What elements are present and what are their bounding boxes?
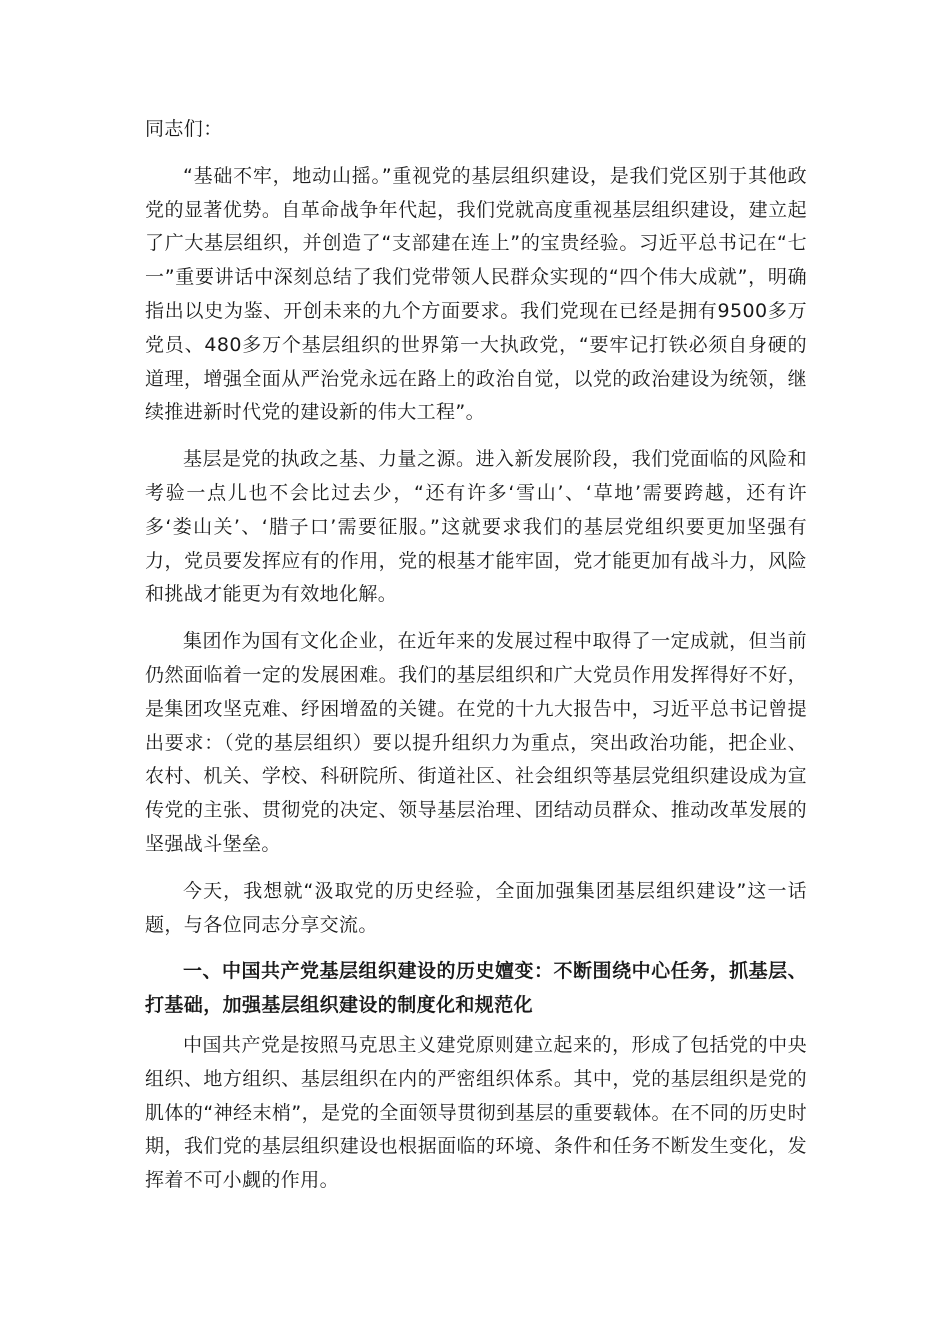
paragraph-foundation: “基础不牢，地动山摇。”重视党的基层组织建设，是我们党区别于其他政党的显著优势。自革命战争年代起，我们党就高度重视基层组织建设，建立起了广大基层组织，并创造了“支部建在连上”的宝贵经验。习近平总书记在“七一”重要讲话中深刻总结了我们党带领人民群众实现的“四个伟大成就”，明确指出以史为鉴、开创未来的九个方面要求。我们党现在已经是拥有9500多万党员、480多万个基层组织的世界第一大执政党，“要牢记打铁必须自身硬的道理，增强全面从严治党永远在路上的政治自觉，以党的政治建设为统领，继续推进新时代党的建设新的伟大工程”。 <box>145 164 807 424</box>
salutation: 同志们： <box>145 118 223 140</box>
document-body <box>145 113 807 1211</box>
paragraph-grassroots: 基层是党的执政之基、力量之源。进入新发展阶段，我们党面临的风险和考验一点儿也不会比过去少，“还有许多‘雪山’、‘草地’需要跨越，还有许多‘娄山关’、‘腊子口’需要征服。”这就要求我们的基层党组织要更加坚强有力，党员要发挥应有的作用，党的根基才能牢固，党才能更加有战斗力，风险和挑战才能更为有效地化解。 <box>145 448 807 606</box>
section-heading: 一、中国共产党基层组织建设的历史嬗变：不断围绕中心任务，抓基层、打基础，加强基层组织建设的制度化和规范化 <box>145 960 807 1017</box>
section-paragraph: 中国共产党是按照马克思主义建党原则建立起来的，形成了包括党的中央组织、地方组织、基层组织在内的严密组织体系。其中，党的基层组织是党的肌体的“神经末梢”，是党的全面领导贯彻到基层的重要载体。在不同的历史时期，我们党的基层组织建设也根据面临的环境、条件和任务不断发生变化，发挥着不可小觑的作用。 <box>145 1033 807 1192</box>
paragraph-today: 今天，我想就“汲取党的历史经验，全面加强集团基层组织建设”这一话题，与各位同志分享交流。 <box>145 879 807 936</box>
paragraph-group: 集团作为国有文化企业，在近年来的发展过程中取得了一定成就，但当前仍然面临着一定的发展困难。我们的基层组织和广大党员作用发挥得好不好，是集团攻坚克难、纾困增盈的关键。在党的十九大报告中，习近平总书记曾提出要求：（党的基层组织）要以提升组织力为重点，突出政治功能，把企业、农村、机关、学校、科研院所、街道社区、社会组织等基层党组织建设成为宣传党的主张、贯彻党的决定、领导基层治理、团结动员群众、推动改革发展的坚强战斗堡垒。 <box>145 630 807 855</box>
